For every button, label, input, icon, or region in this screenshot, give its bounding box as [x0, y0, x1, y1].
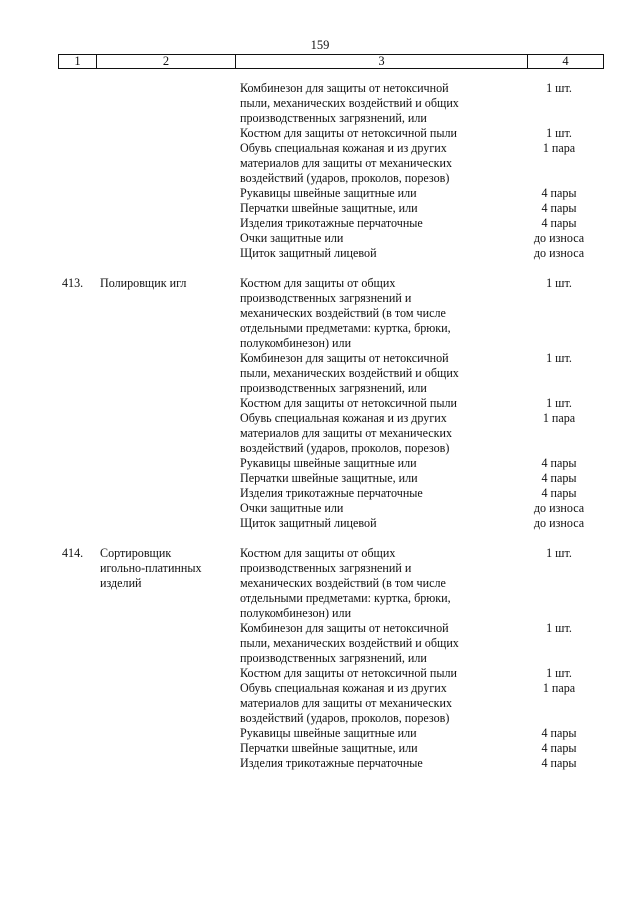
- issue-quantity: 4 пары: [541, 726, 577, 740]
- issue-quantity: 1 шт.: [546, 126, 572, 140]
- protective-item-description: Рукавицы швейные защитные или: [240, 456, 417, 470]
- protective-item-description: Костюм для защиты от нетоксичной пыли: [240, 666, 457, 680]
- issue-quantity: 4 пары: [541, 456, 577, 470]
- table-row: [0, 216, 640, 231]
- profession-name: Полировщик игл: [100, 276, 187, 290]
- issue-quantity: 4 пары: [541, 216, 577, 230]
- protective-item-description: Обувь специальная кожаная и из других материалов для защиты от механических воздействий (ударов, проколов, порезов): [240, 681, 452, 725]
- issue-quantity: 1 шт.: [546, 81, 572, 95]
- column-header-2: 2: [97, 55, 236, 68]
- table-row: [0, 246, 640, 261]
- protective-item-description: Изделия трикотажные перчаточные: [240, 756, 423, 770]
- issue-quantity: 4 пары: [541, 756, 577, 770]
- protective-item-description: Перчатки швейные защитные, или: [240, 201, 418, 215]
- table-row: [0, 81, 640, 126]
- table-row: [0, 351, 640, 396]
- table-row: [0, 741, 640, 756]
- table-row: [0, 486, 640, 501]
- issue-quantity: 1 шт.: [546, 666, 572, 680]
- protective-item-description: Перчатки швейные защитные, или: [240, 741, 418, 755]
- issue-quantity: 1 пара: [542, 141, 576, 155]
- page-number: 159: [310, 38, 330, 52]
- issue-quantity: 1 пара: [542, 411, 576, 425]
- issue-quantity: 4 пары: [541, 486, 577, 500]
- item-number: 413.: [62, 276, 84, 290]
- protective-item-description: Костюм для защиты от общих производственных загрязнений и механических воздействий (в том числе отдельными предметами: куртка, брюки, полукомбинезон) или: [240, 546, 451, 620]
- protective-item-description: Обувь специальная кожаная и из других материалов для защиты от механических воздействий (ударов, проколов, порезов): [240, 141, 452, 185]
- issue-quantity: 4 пары: [541, 201, 577, 215]
- protective-item-description: Рукавицы швейные защитные или: [240, 186, 417, 200]
- issue-quantity: 4 пары: [541, 741, 577, 755]
- issue-quantity: 4 пары: [541, 471, 577, 485]
- table-row: [0, 141, 640, 186]
- table-row: [0, 681, 640, 726]
- protective-item-description: Комбинезон для защиты от нетоксичной пыли, механических воздействий и общих производственных загрязнений, или: [240, 621, 459, 665]
- table-row: [0, 231, 640, 246]
- protective-item-description: Щиток защитный лицевой: [240, 516, 377, 530]
- protective-item-description: Очки защитные или: [240, 231, 344, 245]
- column-header-3: 3: [236, 55, 528, 68]
- issue-quantity: до износа: [533, 501, 585, 515]
- issue-quantity: 1 шт.: [546, 351, 572, 365]
- protective-item-description: Костюм для защиты от нетоксичной пыли: [240, 396, 457, 410]
- issue-quantity: 1 пара: [542, 681, 576, 695]
- table-group: [0, 546, 640, 771]
- protective-item-description: Очки защитные или: [240, 501, 344, 515]
- protective-item-description: Костюм для защиты от нетоксичной пыли: [240, 126, 457, 140]
- table-row: [0, 456, 640, 471]
- table-row: [0, 621, 640, 666]
- protective-item-description: Обувь специальная кожаная и из других материалов для защиты от механических воздействий (ударов, проколов, порезов): [240, 411, 452, 455]
- table-row: [0, 726, 640, 741]
- protective-item-description: Комбинезон для защиты от нетоксичной пыли, механических воздействий и общих производственных загрязнений, или: [240, 351, 459, 395]
- table-row: [0, 756, 640, 771]
- protective-item-description: Рукавицы швейные защитные или: [240, 726, 417, 740]
- protective-item-description: Щиток защитный лицевой: [240, 246, 377, 260]
- table-row: [0, 411, 640, 456]
- table-row: [0, 666, 640, 681]
- issue-quantity: 1 шт.: [546, 546, 572, 560]
- protective-item-description: Костюм для защиты от общих производственных загрязнений и механических воздействий (в том числе отдельными предметами: куртка, брюки, полукомбинезон) или: [240, 276, 451, 350]
- table-row: [0, 126, 640, 141]
- table-row: [0, 186, 640, 201]
- issue-quantity: 4 пары: [541, 186, 577, 200]
- table-group: [0, 81, 640, 261]
- column-header-4: 4: [562, 54, 569, 68]
- protective-item-description: Изделия трикотажные перчаточные: [240, 486, 423, 500]
- issue-quantity: до износа: [533, 516, 585, 530]
- issue-quantity: 1 шт.: [546, 396, 572, 410]
- item-number: 414.: [62, 546, 84, 560]
- issue-quantity: 1 шт.: [546, 276, 572, 290]
- table-body: [0, 81, 640, 786]
- table-row: [0, 516, 640, 531]
- protective-item-description: Комбинезон для защиты от нетоксичной пыли, механических воздействий и общих производственных загрязнений, или: [240, 81, 459, 125]
- column-header-1: 1: [59, 55, 97, 68]
- table-row: [0, 396, 640, 411]
- column-header-row: [58, 54, 604, 69]
- table-row: [0, 471, 640, 486]
- protective-item-description: Изделия трикотажные перчаточные: [240, 216, 423, 230]
- protective-item-description: Перчатки швейные защитные, или: [240, 471, 418, 485]
- issue-quantity: до износа: [533, 231, 585, 245]
- table-group: [0, 276, 640, 531]
- table-row: [0, 201, 640, 216]
- table-row: [0, 501, 640, 516]
- profession-name: Сортировщик игольно-платинных изделий: [100, 546, 202, 590]
- issue-quantity: 1 шт.: [546, 621, 572, 635]
- issue-quantity: до износа: [533, 246, 585, 260]
